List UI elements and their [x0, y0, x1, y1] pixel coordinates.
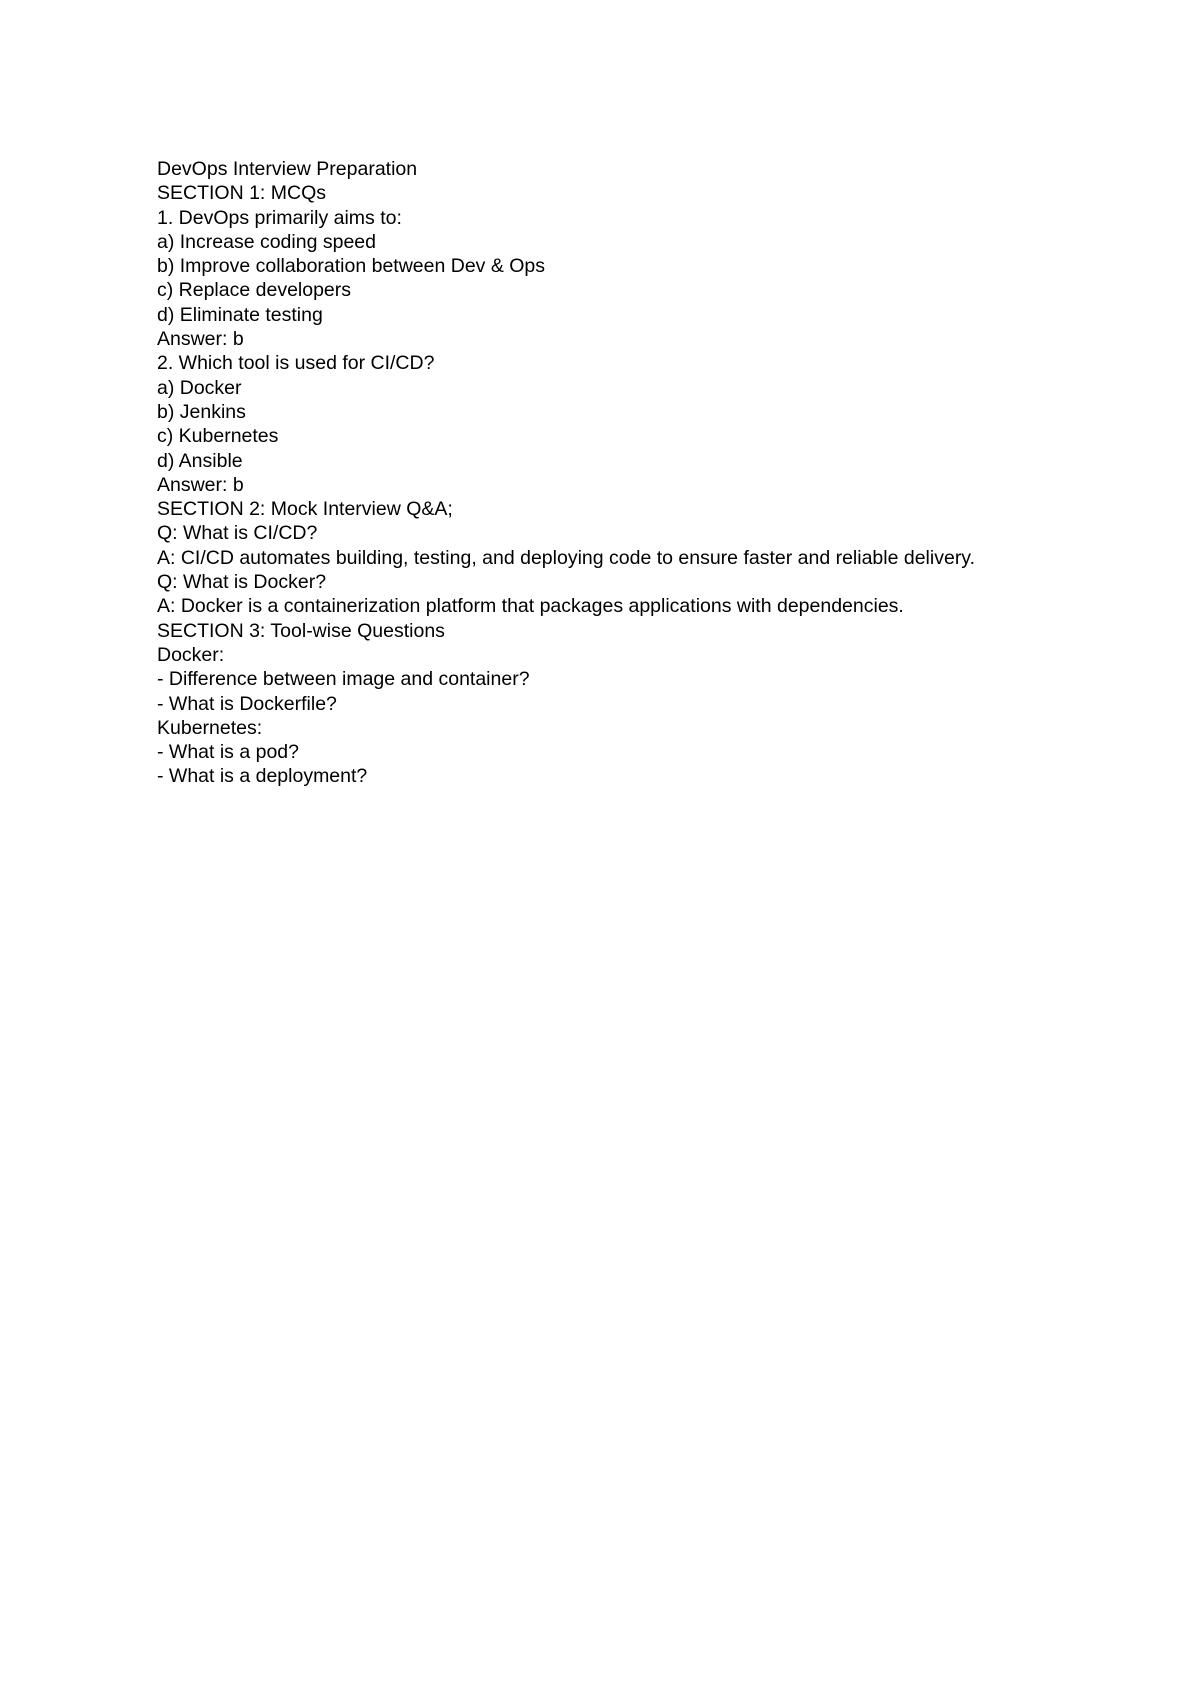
document-title: DevOps Interview Preparation [157, 158, 418, 180]
tool-docker-question-2: - What is Dockerfile? [157, 692, 337, 715]
qa-2-answer: A: Docker is a containerization platform that packages applications with dependencies. [157, 595, 904, 618]
tool-docker-label: Docker: [157, 643, 225, 666]
tool-kubernetes-label: Kubernetes: [157, 716, 263, 739]
mcq-1-question: 1. DevOps primarily aims to: [157, 206, 402, 229]
tool-kubernetes-question-1: - What is a pod? [157, 741, 299, 764]
section-2-heading: SECTION 2: Mock Interview Q&A; [157, 498, 453, 521]
document-text [157, 157, 1157, 789]
mcq-1-answer: Answer: b [157, 328, 244, 351]
mcq-2-option-d: d) Ansible [157, 449, 243, 472]
section-1-heading: SECTION 1: MCQs [157, 182, 327, 205]
mcq-2-question: 2. Which tool is used for CI/CD? [157, 352, 435, 375]
tool-docker-question-1: - Difference between image and container? [157, 668, 530, 691]
tool-kubernetes-question-2: - What is a deployment? [157, 765, 368, 788]
mcq-1-option-a: a) Increase coding speed [157, 230, 376, 253]
mcq-1-option-d: d) Eliminate testing [157, 303, 323, 326]
mcq-2-option-a: a) Docker [157, 376, 242, 399]
qa-1-question: Q: What is CI/CD? [157, 522, 318, 545]
mcq-1-option-b: b) Improve collaboration between Dev & Ops [157, 255, 546, 278]
mcq-2-option-c: c) Kubernetes [157, 425, 279, 448]
mcq-2-answer: Answer: b [157, 473, 244, 496]
qa-1-answer: A: CI/CD automates building, testing, and deploying code to ensure faster and reliable delivery. [157, 546, 976, 569]
qa-2-question: Q: What is Docker? [157, 571, 327, 594]
section-3-heading: SECTION 3: Tool-wise Questions [157, 619, 445, 642]
mcq-1-option-c: c) Replace developers [157, 279, 352, 302]
mcq-2-option-b: b) Jenkins [157, 400, 246, 423]
